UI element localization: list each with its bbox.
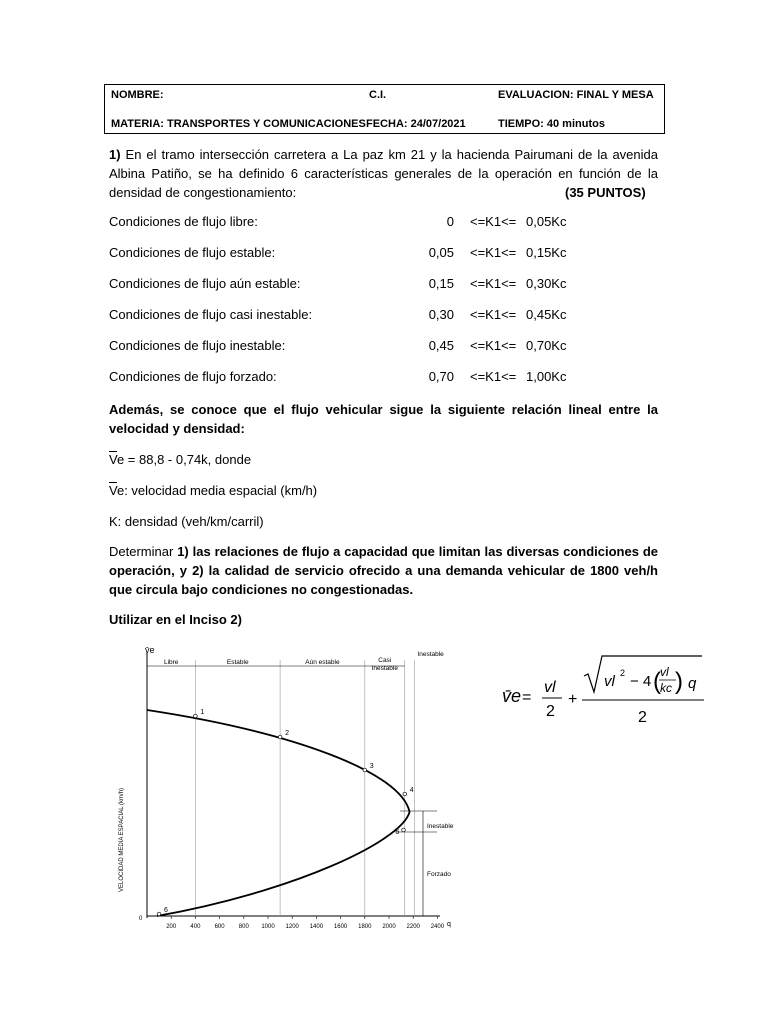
curve-point-label: 3 xyxy=(369,763,374,770)
task-lead: Determinar xyxy=(109,544,174,559)
velocity-definition xyxy=(109,481,317,500)
x-tick-label: 2000 xyxy=(382,924,396,930)
velocity-def-symbol: $\overline{V}$ xyxy=(109,483,117,498)
condition-lower: 0 xyxy=(446,214,454,229)
condition-lower: 0,30 xyxy=(428,307,454,322)
formula-q: q xyxy=(688,675,697,692)
side-label-inestable: Inestable xyxy=(427,823,454,830)
formula-sq: 2 xyxy=(620,668,626,678)
region-label: Libre xyxy=(163,659,179,666)
x-tick-label: 2400 xyxy=(430,924,445,930)
task-body: 1) las relaciones de flujo a capacidad que limitan las diversas condiciones de operación, y 2) la calidad de servicio ofrecido a una demanda vehicular de 1800 veh/h que circula bajo condiciones no congestionadas. xyxy=(109,544,658,597)
x-tick-label: 1000 xyxy=(261,924,275,930)
region-label: Casi Inestable xyxy=(371,657,398,672)
condition-operator: <=K1<= xyxy=(470,338,517,353)
condition-label: Condiciones de flujo estable: xyxy=(109,245,276,260)
velocity-definition-text: e: velocidad media espacial (km/h) xyxy=(116,483,318,498)
curve-point xyxy=(278,735,282,739)
condition-label: Condiciones de flujo inestable: xyxy=(109,338,286,353)
condition-operator: <=K1<= xyxy=(470,369,517,384)
condition-operator: <=K1<= xyxy=(470,307,517,322)
condition-label: Condiciones de flujo libre: xyxy=(109,214,258,229)
problem-points: (35 PUNTOS) xyxy=(565,185,646,200)
formula-vl-inner: vl xyxy=(660,665,669,679)
condition-label: Condiciones de flujo aún estable: xyxy=(109,276,301,291)
x-tick-label: 600 xyxy=(214,924,225,930)
nombre-label: NOMBRE: xyxy=(111,89,164,101)
formula-minus: − 4 xyxy=(630,673,652,690)
relation-heading: Además, se conoce que el flujo vehicular sigue la siguiente relación lineal entre la velocidad y densidad: xyxy=(109,402,658,436)
condition-upper: 0,15Kc xyxy=(526,245,567,260)
problem-intro-text: En el tramo intersección carretera a La paz km 21 y la hacienda Pairumani de la avenida Albina Patiño, se ha definido 6 características generales de la operación en función de la densidad de congestionamiento: xyxy=(109,147,658,200)
speed-flow-curve xyxy=(147,710,410,916)
condition-lower: 0,05 xyxy=(428,245,454,260)
velocity-equation-text: e = 88,8 - 0,74k, donde xyxy=(116,452,252,467)
side-annotations xyxy=(395,811,454,916)
condition-upper: 0,30Kc xyxy=(526,276,567,291)
curve-point xyxy=(194,714,198,718)
condition-operator: <=K1<= xyxy=(470,245,517,260)
formula-den1: 2 xyxy=(546,703,555,720)
x-tick-label: 400 xyxy=(190,924,201,930)
x-tick-label: 1600 xyxy=(333,924,348,930)
x-tick-label: 800 xyxy=(238,924,249,930)
region-gridlines xyxy=(147,660,414,916)
y-axis-symbol: v̄e xyxy=(145,645,155,655)
ci-label: C.I. xyxy=(369,89,387,101)
condition-operator: <=K1<= xyxy=(470,214,517,229)
condition-upper: 1,00Kc xyxy=(526,369,567,384)
condition-upper: 0,05Kc xyxy=(526,214,567,229)
condition-lower: 0,70 xyxy=(428,369,454,384)
condition-upper: 0,70Kc xyxy=(526,338,567,353)
velocity-equation xyxy=(109,450,251,469)
chart-axes xyxy=(147,652,440,918)
x-axis-label: q xyxy=(447,921,451,928)
curve-point-label: 2 xyxy=(285,730,290,737)
x-tick-label: 2200 xyxy=(406,924,420,930)
condition-upper: 0,45Kc xyxy=(526,307,567,322)
formula-kc: kc xyxy=(660,681,672,695)
density-definition: K: densidad (veh/km/carril) xyxy=(109,514,264,529)
velocity-symbol: $\overline{V}$ xyxy=(109,452,117,467)
condition-label: Condiciones de flujo forzado: xyxy=(109,369,277,384)
region-labels xyxy=(164,651,444,672)
header-box xyxy=(104,84,665,134)
region-label: Aún estable xyxy=(305,659,340,666)
x-ticks xyxy=(166,916,445,930)
formula-num1: vl xyxy=(544,679,556,696)
materia-label: MATERIA: TRANSPORTES Y COMUNICACIONES xyxy=(111,118,366,130)
x-tick-label: 200 xyxy=(166,924,177,930)
fecha-label: FECHA: 24/07/2021 xyxy=(366,118,466,130)
task-paragraph xyxy=(109,542,658,599)
condition-lower: 0,15 xyxy=(428,276,454,291)
region-label: Inestable xyxy=(417,651,444,658)
formula-plus: + xyxy=(568,691,578,708)
formula-lhs: v̄e xyxy=(502,686,522,706)
condition-lower: 0,45 xyxy=(428,338,454,353)
formula-vl: vl xyxy=(604,673,615,690)
evaluacion-label: EVALUACION: FINAL Y MESA xyxy=(498,89,654,101)
paren-right: ) xyxy=(675,668,683,695)
formula-equals: = xyxy=(522,689,532,706)
condition-operator: <=K1<= xyxy=(470,276,517,291)
region-label: Estable xyxy=(226,659,249,666)
speed-flow-chart xyxy=(115,642,475,942)
curve-point-label: 4 xyxy=(409,787,414,794)
problem-number: 1) xyxy=(109,147,121,162)
x-tick-label: 1200 xyxy=(285,924,299,930)
side-label-forzado: Forzado xyxy=(427,871,451,878)
x-tick-label: 1400 xyxy=(309,924,324,930)
curve-point-label: 5 xyxy=(395,829,400,836)
curve-point xyxy=(403,792,407,796)
y-zero-label: 0 xyxy=(139,916,143,922)
condition-label: Condiciones de flujo casi inestable: xyxy=(109,307,313,322)
curve-point xyxy=(402,828,406,832)
x-tick-label: 1800 xyxy=(358,924,372,930)
tiempo-label: TIEMPO: 40 minutos xyxy=(498,118,605,130)
curve-point-label: 1 xyxy=(200,709,205,716)
y-axis-label: VELOCIDAD MEDIA ESPACIAL (km/h) xyxy=(119,787,125,892)
curve-point xyxy=(363,768,367,772)
speed-formula xyxy=(498,652,708,732)
curve-point xyxy=(157,912,161,916)
utilizar-label: Utilizar en el Inciso 2) xyxy=(109,612,242,627)
formula-den2: 2 xyxy=(638,709,647,726)
curve-point-label: 6 xyxy=(164,907,168,914)
paren-left: ( xyxy=(653,668,661,695)
